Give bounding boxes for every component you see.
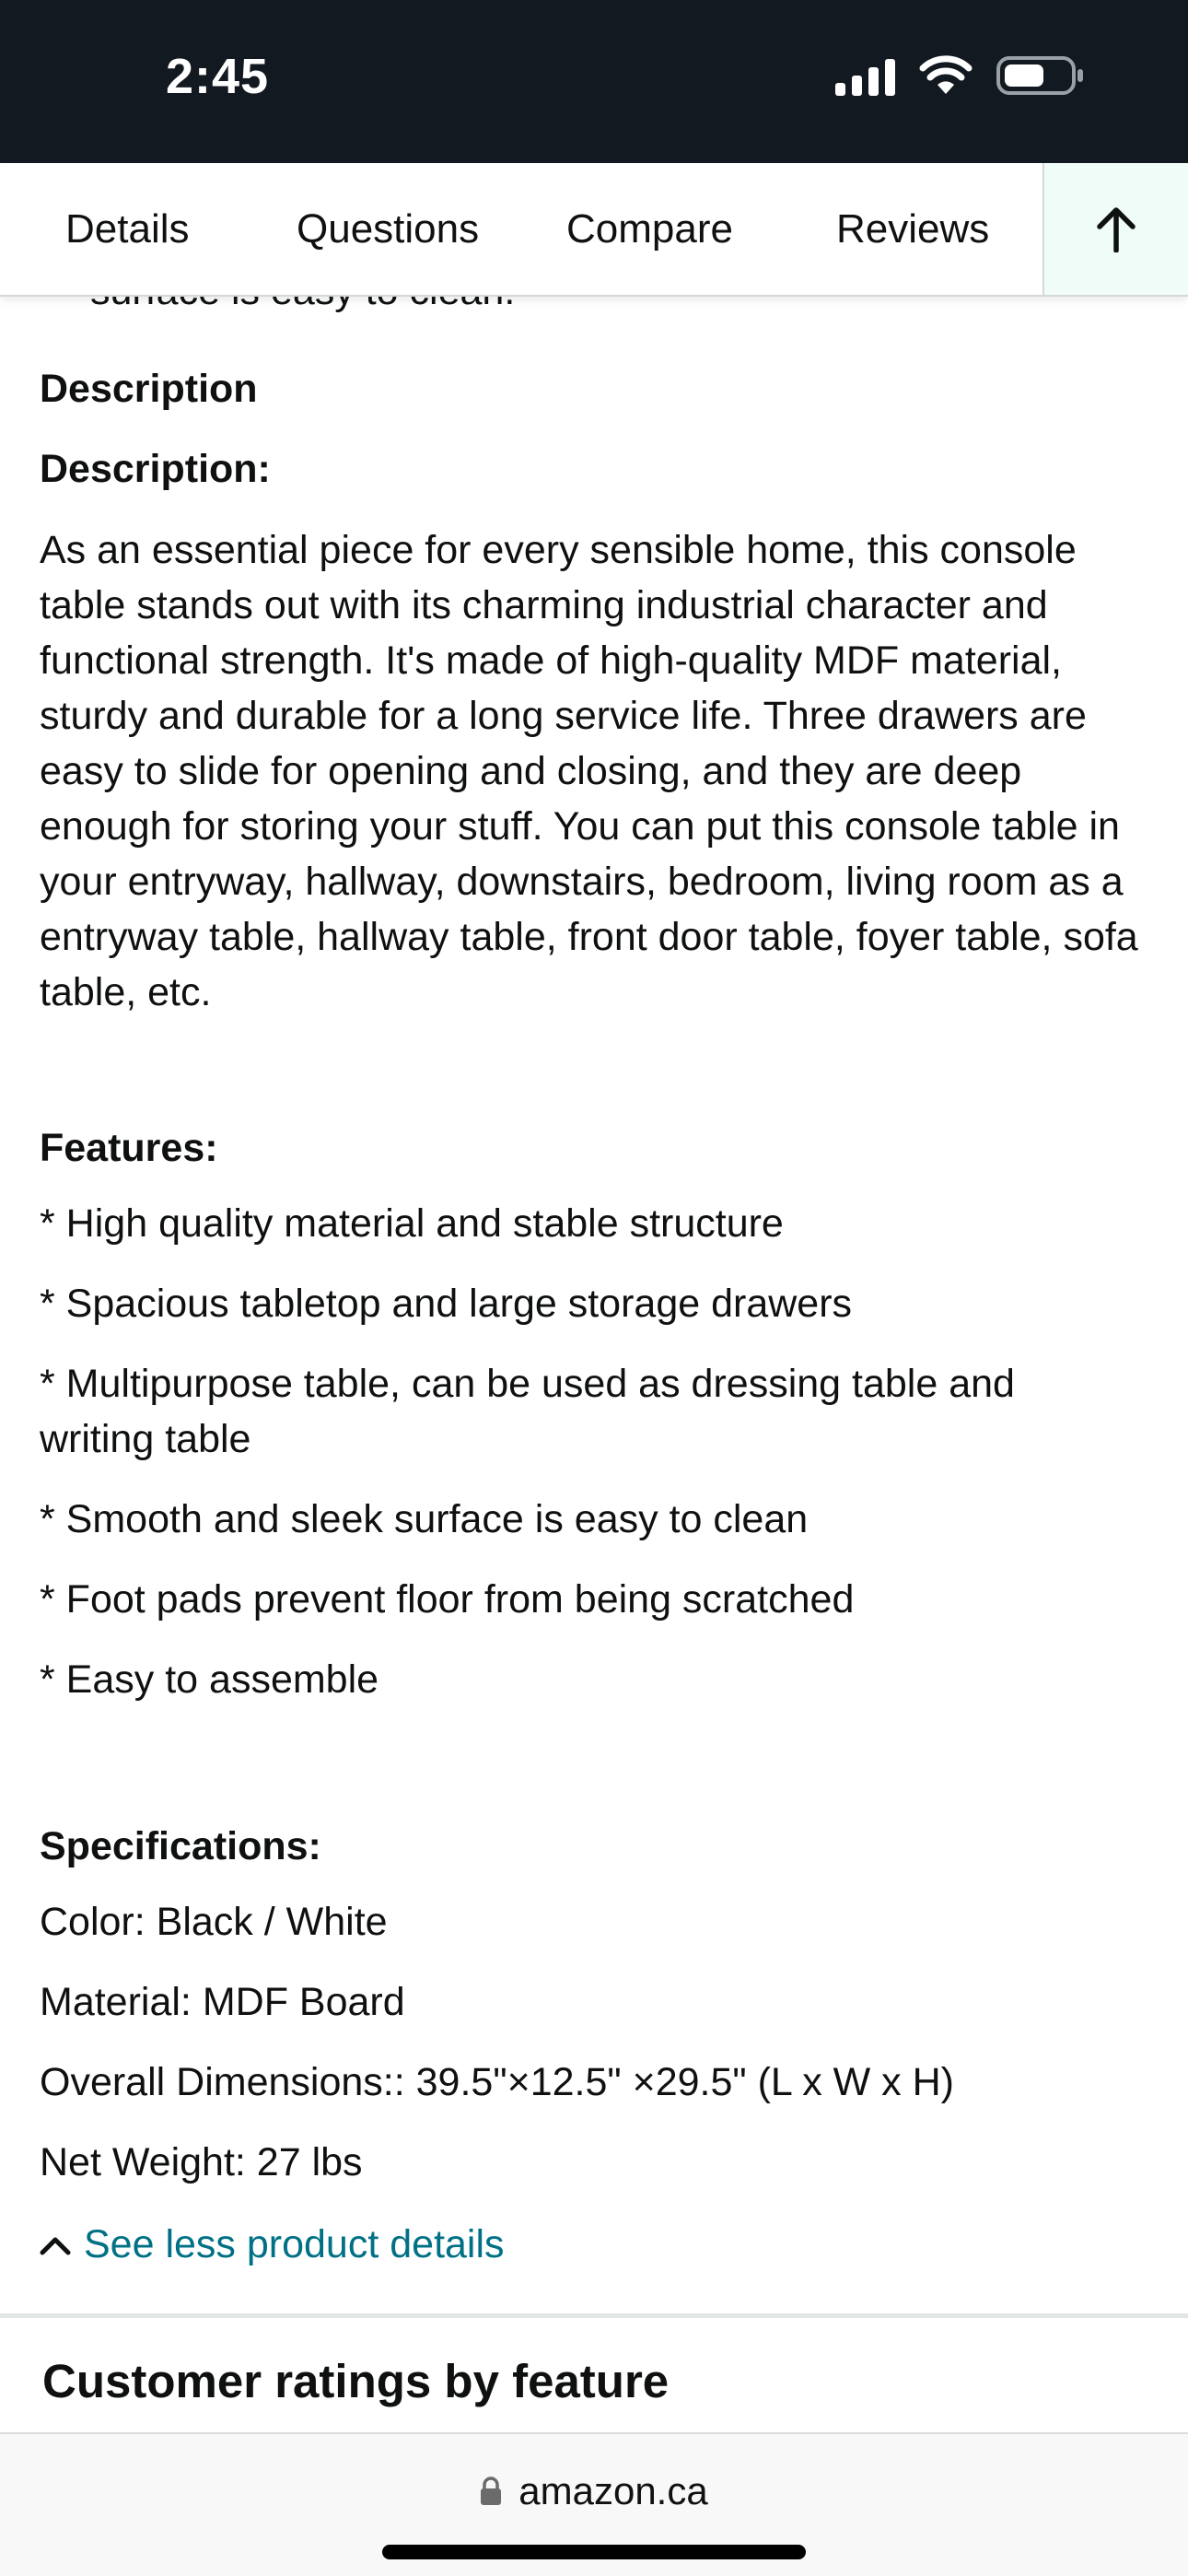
tab-reviews[interactable]: Reviews <box>836 205 990 252</box>
tab-questions[interactable]: Questions <box>297 205 480 252</box>
specifications-label: Specifications: <box>40 1824 321 1868</box>
feature-item: * Multipurpose table, can be used as dressing table and writing table <box>40 1362 1015 1461</box>
url-text: amazon.ca <box>518 2469 708 2512</box>
feature-item: * Easy to assemble <box>40 1657 379 1702</box>
spec-item: Net Weight: 27 lbs <box>40 2140 363 2184</box>
section-divider <box>0 2313 1188 2318</box>
spec-item: Color: Black / White <box>40 1900 388 1944</box>
feature-item: * Spacious tabletop and large storage drawers <box>40 1282 853 1326</box>
feature-item: * High quality material and stable structure <box>40 1201 784 1246</box>
see-less-label: See less product details <box>84 2222 505 2266</box>
home-indicator[interactable] <box>382 2545 806 2559</box>
ratings-section-title: Customer ratings by feature <box>42 2355 670 2407</box>
tab-details[interactable]: Details <box>65 205 190 252</box>
feature-item: * Foot pads prevent floor from being scratched <box>40 1577 855 1622</box>
battery-icon <box>996 55 1085 96</box>
lock-icon <box>480 2476 502 2506</box>
cellular-signal-icon <box>835 55 895 96</box>
section-heading: Description <box>40 367 258 411</box>
see-less-details-link[interactable] <box>40 2222 505 2267</box>
features-label: Features: <box>40 1126 218 1170</box>
url-display[interactable] <box>0 2469 1188 2513</box>
status-bar <box>0 0 1188 163</box>
spec-item: Material: MDF Board <box>40 1980 405 2024</box>
product-section-tabs <box>0 163 1188 297</box>
feature-item: * Smooth and sleek surface is easy to clean <box>40 1497 809 1541</box>
status-icons <box>835 55 1085 96</box>
description-text: As an essential piece for every sensible home, this console table stands out with its charming industrial character and functional strength. It's made of high-quality MDF material, sturdy and durable for a long service life. Three drawers are easy to slide for opening and closing, and they are deep enough for storing your stuff. You can put this console table in your entryway, hallway, downstairs, bedroom, living room as a entryway table, hallway table, front door table, foyer table, sofa table, etc. <box>40 528 1138 1014</box>
arrow-up-icon <box>1096 206 1136 252</box>
chevron-up-icon <box>40 2235 71 2255</box>
browser-url-bar[interactable] <box>0 2432 1188 2576</box>
spec-item: Overall Dimensions:: 39.5"×12.5" ×29.5" (L x W x H) <box>40 2060 954 2104</box>
back-to-top-button[interactable] <box>1042 163 1188 295</box>
tab-compare[interactable]: Compare <box>566 205 733 252</box>
description-label: Description: <box>40 447 271 491</box>
status-time: 2:45 <box>166 49 270 104</box>
wifi-icon <box>919 55 973 96</box>
